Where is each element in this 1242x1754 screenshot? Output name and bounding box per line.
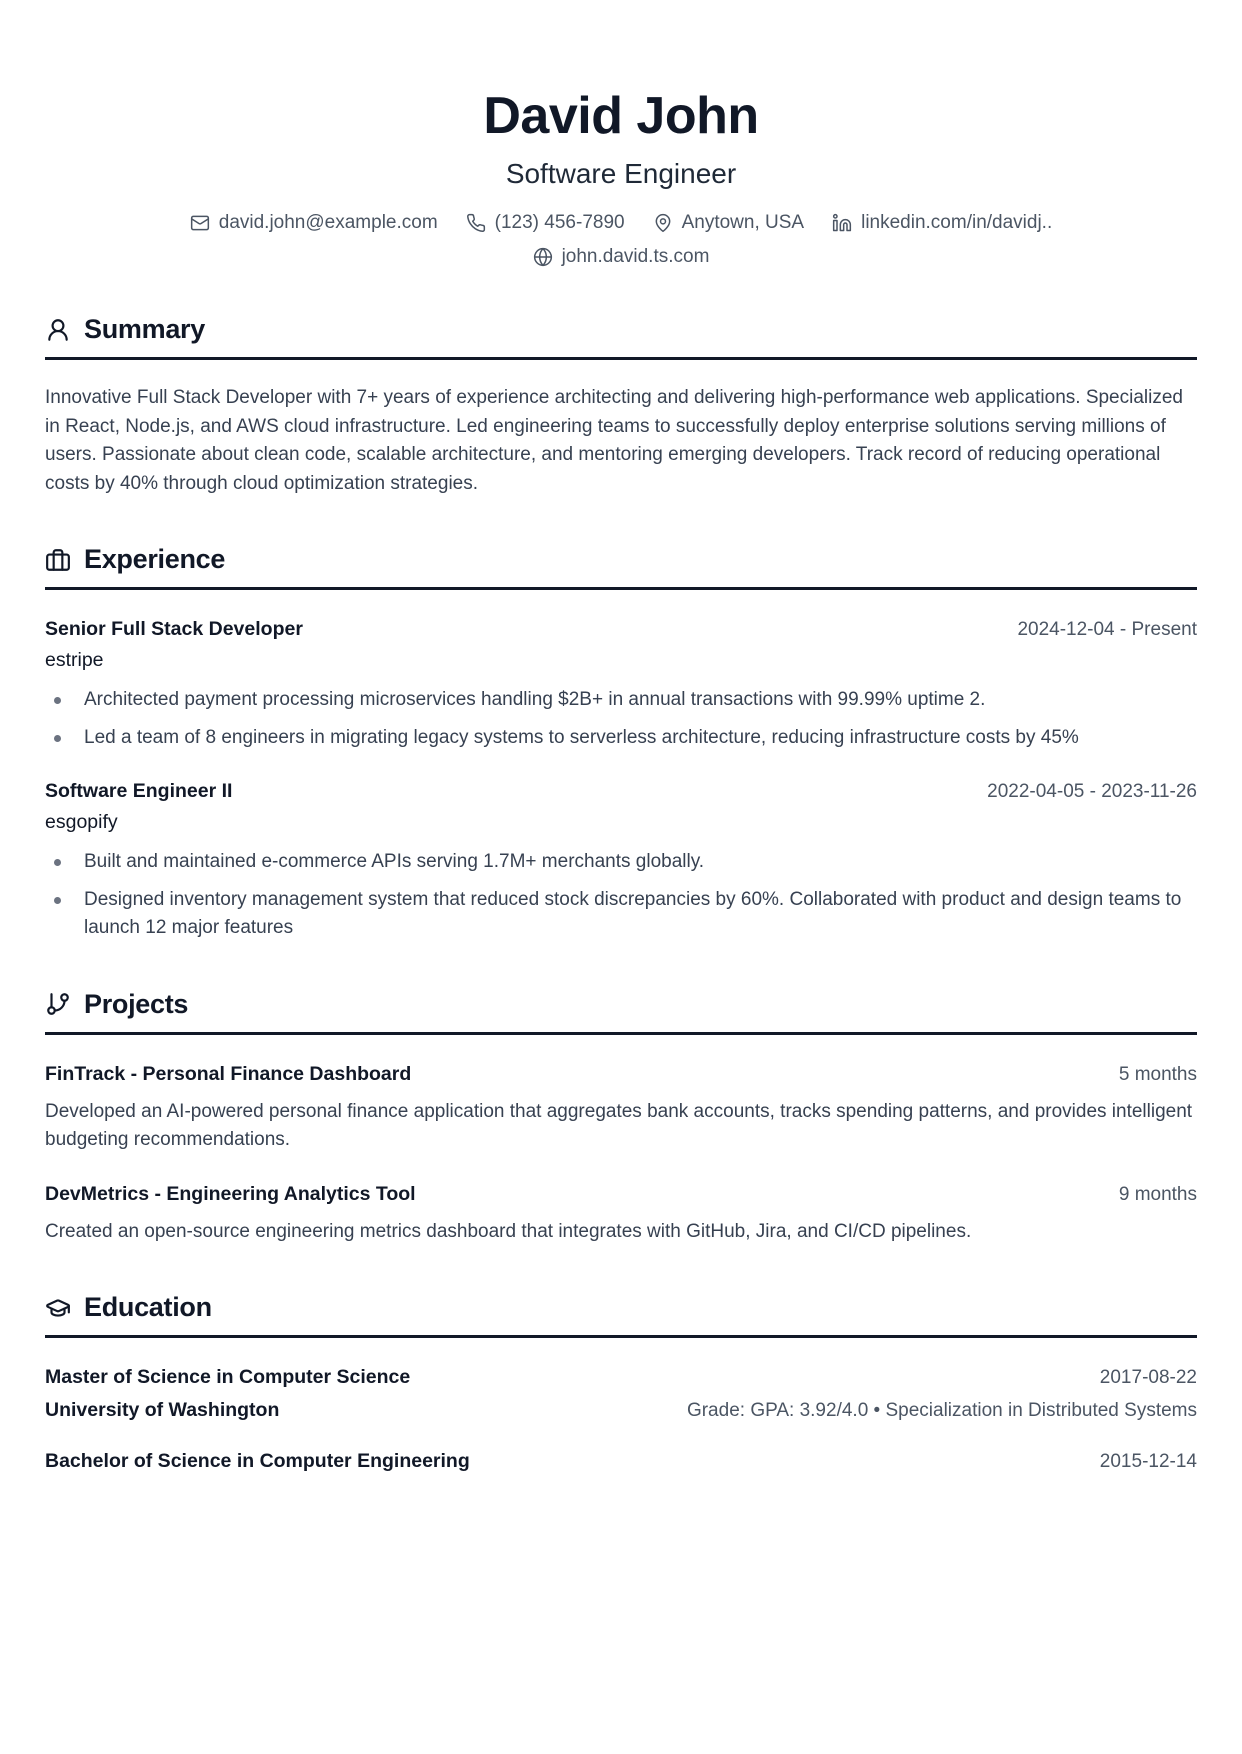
contact-linkedin [832, 212, 1052, 234]
section-education [45, 1292, 1197, 1473]
contact-phone-text: (123) 456-7890 [494, 212, 625, 233]
education-date: 2017-08-22 [1099, 1367, 1197, 1388]
job-company: estripe [45, 649, 104, 671]
map-pin-icon [653, 213, 673, 233]
mail-icon [190, 213, 210, 233]
project-entry [45, 1183, 1197, 1247]
degree-name: Master of Science in Computer Science [45, 1366, 411, 1388]
contact-email [190, 212, 438, 234]
user-icon [45, 317, 71, 343]
education-date: 2015-12-14 [1099, 1451, 1197, 1472]
project-duration: 9 months [1118, 1183, 1197, 1205]
degree-name: Bachelor of Science in Computer Engineering [45, 1450, 470, 1472]
contact-email-text: david.john@example.com [218, 212, 438, 233]
resume-header [45, 86, 1197, 268]
project-duration: 5 months [1118, 1063, 1197, 1085]
project-header [45, 1063, 1197, 1086]
contact-info [45, 212, 1197, 268]
candidate-title: Software Engineer [505, 158, 737, 189]
graduation-cap-icon [45, 1295, 71, 1321]
project-description: Created an open-source engineering metrics dashboard that integrates with GitHub, Jira, and CI/CD pipelines. [45, 1220, 972, 1242]
projects-heading [45, 989, 1197, 1035]
job-dates: 2022-04-05 - 2023-11-26 [987, 781, 1197, 802]
section-projects [45, 989, 1197, 1247]
git-branch-icon [45, 991, 71, 1017]
job-bullet-list [45, 848, 1197, 943]
education-heading-label: Education [84, 1292, 212, 1322]
project-entry [45, 1063, 1197, 1155]
experience-entry [45, 780, 1197, 943]
experience-entry [45, 618, 1197, 752]
summary-paragraph: Innovative Full Stack Developer with 7+ years of experience architecting and delivering high-performance web applications. Specialized in React, Node.js, and AWS cloud infrastructure. Led engineering teams to successfully deploy enterprise solutions serving millions of users. Passionate about clean code, scalable architecture, and mentoring emerging developers. Track record of reducing operational costs by 40% through cloud optimization strategies. [45, 387, 1183, 494]
contact-linkedin-text: linkedin.com/in/davidj.. [861, 212, 1053, 233]
job-header [45, 618, 1197, 641]
project-name: DevMetrics - Engineering Analytics Tool [45, 1182, 416, 1205]
job-dates: 2024-12-04 - Present [1017, 619, 1197, 640]
education-entry [45, 1450, 1197, 1473]
projects-heading-label: Projects [84, 988, 189, 1019]
job-title: Software Engineer II [45, 780, 233, 802]
contact-row [45, 212, 1197, 234]
contact-row [45, 246, 1197, 268]
summary-heading [45, 314, 1197, 360]
experience-heading [45, 544, 1197, 590]
contact-location-text: Anytown, USA [681, 212, 805, 233]
job-header [45, 780, 1197, 803]
job-company: esgopify [45, 811, 118, 833]
institution-name: University of Washington [45, 1399, 280, 1421]
contact-website [533, 246, 710, 268]
phone-icon [466, 213, 486, 233]
education-grade: Grade: GPA: 3.92/4.0 • Specialization in Distributed Systems [686, 1400, 1197, 1421]
education-degree-row [45, 1366, 1197, 1389]
linkedin-icon [832, 213, 852, 233]
education-degree-row [45, 1450, 1197, 1473]
education-institution-row [45, 1399, 1197, 1422]
project-header [45, 1183, 1197, 1206]
job-title: Senior Full Stack Developer [45, 618, 303, 640]
contact-website-text: john.david.ts.com [561, 246, 710, 267]
job-bullet: Architected payment processing microservices handling $2B+ in annual transactions with 99.99% uptime 2. [45, 686, 1197, 715]
section-experience [45, 544, 1197, 943]
contact-phone [466, 212, 625, 234]
education-heading [45, 1292, 1197, 1338]
job-bullet: Led a team of 8 engineers in migrating legacy systems to serverless architecture, reducing infrastructure costs by 45% [45, 724, 1197, 753]
section-summary [45, 314, 1197, 498]
education-entry [45, 1366, 1197, 1422]
job-bullet-list [45, 686, 1197, 752]
project-description: Developed an AI-powered personal finance application that aggregates bank accounts, tracks spending patterns, and provides intelligent budgeting recommendations. [45, 1100, 1193, 1150]
experience-heading-label: Experience [84, 544, 226, 574]
project-name: FinTrack - Personal Finance Dashboard [45, 1062, 412, 1085]
job-bullet: Built and maintained e-commerce APIs serving 1.7M+ merchants globally. [45, 848, 1197, 877]
summary-heading-label: Summary [84, 314, 205, 344]
briefcase-icon [45, 547, 71, 573]
candidate-name: David John [483, 87, 759, 145]
job-bullet: Designed inventory management system that reduced stock discrepancies by 60%. Collaborated with product and design teams to launch 12 major features [45, 886, 1197, 943]
contact-location [653, 212, 805, 234]
globe-icon [533, 247, 553, 267]
